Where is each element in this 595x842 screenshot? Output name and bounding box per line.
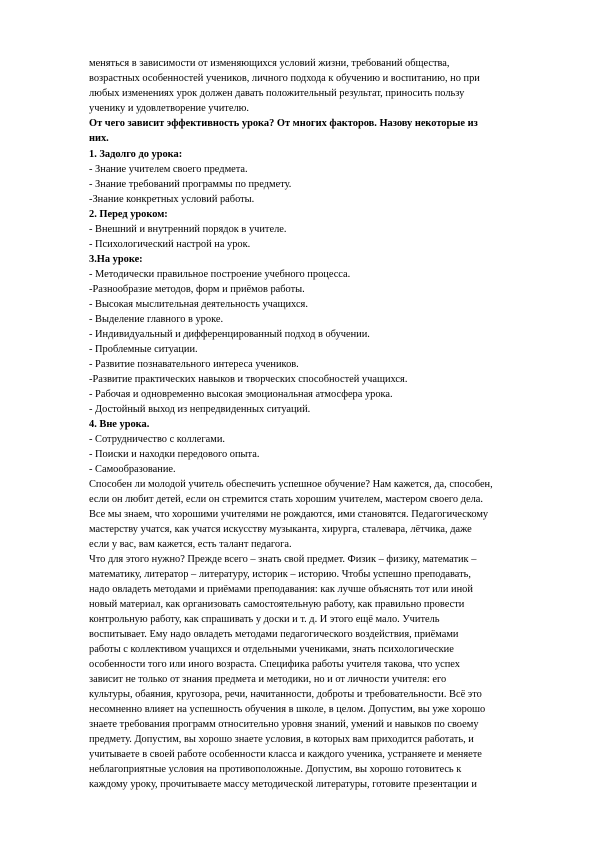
- section-heading: 3.На уроке:: [89, 254, 143, 265]
- body-line: если он любит детей, если он стремится стать хорошим учителем, мастером своего дела.: [89, 494, 484, 505]
- body-line: контрольную работу, как спрашивать у доски и т. д. И этого ещё мало. Учитель: [89, 614, 440, 625]
- list-item: - Индивидуальный и дифференцированный подход в обучении.: [89, 329, 370, 340]
- list-item: - Высокая мыслительная деятельность учащихся.: [89, 299, 308, 310]
- body-line: новый материал, как организовать самостоятельную работу, как правильно провести: [89, 599, 465, 610]
- list-item: - Знание учителем своего предмета.: [89, 164, 248, 175]
- list-item: - Поиски и находки передового опыта.: [89, 449, 260, 460]
- body-line: работы с коллективом учащихся и отдельными учениками, знать психологические: [89, 644, 454, 655]
- question-line: них.: [89, 133, 109, 144]
- question-line: От чего зависит эффективность урока? От многих факторов. Назову некоторые из: [89, 118, 478, 129]
- body-line: математику, литератор – литературу, историк – историю. Чтобы успешно преподавать,: [89, 569, 471, 580]
- list-item: - Внешний и внутренний порядок в учителе.: [89, 224, 287, 235]
- body-line: предмету. Допустим, вы хорошо знаете условия, в которых вам приходится работать, и: [89, 734, 474, 745]
- list-item: - Знание требований программы по предмету.: [89, 179, 292, 190]
- list-item: -Знание конкретных условий работы.: [89, 194, 255, 205]
- body-line: культуры, обаяния, кругозора, речи, начитанности, доброты и требовательности. Всё это: [89, 689, 482, 700]
- list-item: - Самообразование.: [89, 464, 176, 475]
- body-line: неблагоприятные условия на противоположные. Допустим, вы хорошо готовитесь к: [89, 764, 462, 775]
- body-line: зависит не только от знания предмета и методики, но и от личности учителя: его: [89, 674, 447, 685]
- body-line: несомненно влияет на успешность обучения в школе, в целом. Допустим, вы уже хорошо: [89, 704, 486, 715]
- body-line: Что для этого нужно? Прежде всего – знать свой предмет. Физик – физику, математик –: [89, 554, 477, 565]
- section-heading: 2. Перед уроком:: [89, 209, 168, 220]
- list-item: - Развитие познавательного интереса учеников.: [89, 359, 299, 370]
- body-line: каждому уроку, прочитываете массу методической литературы, готовите презентации и: [89, 779, 477, 790]
- body-line: если у вас, вам кажется, есть талант педагога.: [89, 539, 292, 550]
- list-item: - Методически правильное построение учебного процесса.: [89, 269, 351, 280]
- body-line: знаете требования программ относительно уровня знаний, умений и навыков по своему: [89, 719, 479, 730]
- intro-line: ученику и удовлетворение учителю.: [89, 103, 249, 114]
- body-line: мастерству учатся, как учатся искусству музыканта, хирурга, сталевара, лётчика, даже: [89, 524, 472, 535]
- list-item: - Рабочая и одновременно высокая эмоциональная атмосфера урока.: [89, 389, 393, 400]
- list-item: - Достойный выход из непредвиденных ситуаций.: [89, 404, 311, 415]
- list-item: - Проблемные ситуации.: [89, 344, 198, 355]
- section-heading: 4. Вне урока.: [89, 419, 150, 430]
- body-line: особенности того или иного возраста. Специфика работы учителя такова, что успех: [89, 659, 460, 670]
- intro-line: любых изменениях урок должен давать положительный результат, приносить пользу: [89, 88, 465, 99]
- intro-line: меняться в зависимости от изменяющихся условий жизни, требований общества,: [89, 58, 450, 69]
- list-item: -Разнообразие методов, форм и приёмов работы.: [89, 284, 305, 295]
- section-heading: 1. Задолго до урока:: [89, 149, 183, 160]
- body-line: воспитывает. Ему надо овладеть методами педагогического воздействия, приёмами: [89, 629, 459, 640]
- list-item: - Психологический настрой на урок.: [89, 239, 251, 250]
- list-item: -Развитие практических навыков и творческих способностей учащихся.: [89, 374, 408, 385]
- body-line: Способен ли молодой учитель обеспечить успешное обучение? Нам кажется, да, способен,: [89, 479, 493, 490]
- intro-line: возрастных особенностей учеников, личного подхода к обучению и воспитанию, но при: [89, 73, 480, 84]
- list-item: - Сотрудничество с коллегами.: [89, 434, 225, 445]
- body-line: Все мы знаем, что хорошими учителями не рождаются, ими становятся. Педагогическому: [89, 509, 489, 520]
- body-line: надо овладеть методами и приёмами преподавания: как лучше объяснять тот или иной: [89, 584, 473, 595]
- body-line: учитываете в своей работе особенности класса и каждого ученика, устраняете и меняете: [89, 749, 482, 760]
- list-item: - Выделение главного в уроке.: [89, 314, 224, 325]
